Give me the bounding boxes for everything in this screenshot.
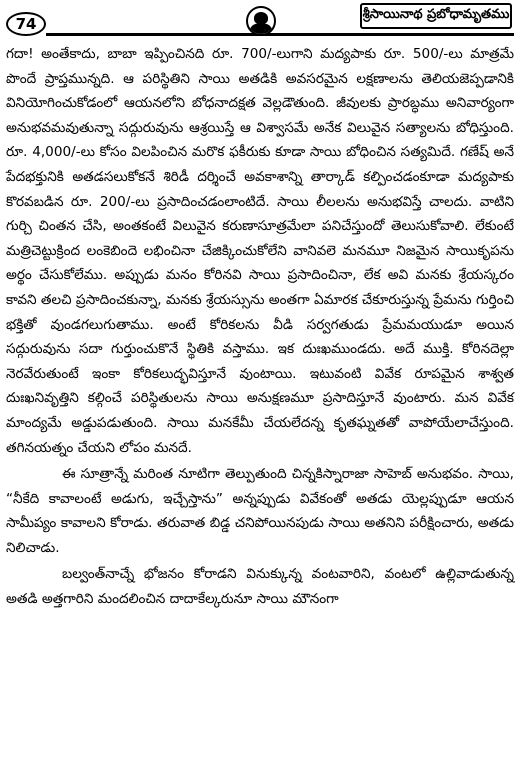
paragraph-2: ఈ సూత్రాన్నే మరింత నూటిగా తెల్పుతుంది చిన్నకిస్నారాజా సాహెబ్ అనుభవం. సాయి, “నీకేది కావాలంటే అడుగు, ఇచ్చేస్తాను” అన్నప్పుడు వివేకంతో అతడు యెల్లప్పుడూ ఆయన సామీప్యం కావాలని కోరాడు. తరువాత బిడ్డ చనిపోయినపుడు సాయి అతనిని పరీక్షించారు, అతడు నిలిచాడు. [6, 466, 514, 556]
header-rule [46, 33, 514, 36]
running-title: శ్రీసాయినాథ ప్రబోధామృతము [360, 3, 512, 29]
saint-portrait-icon [246, 6, 276, 36]
body-text [6, 42, 514, 612]
paragraph-1: గదా! అంతేకాదు, బాబా ఇప్పించినది రూ. 700/-లుగాని మద్యపాకు రూ. 500/-లు మాత్రమే పొందే ప్రాప్తమున్నది. ఆ పరిస్థితిని సాయి అతడికి అవసరమైన లక్షణాలను తెలియజెప్పడానికి వినియోగించుకోడంలో ఆయనలోని బోధనాదక్షత వెల్లడౌతుంది. జీవులకు ప్రారబ్ధము అనివార్యంగా అనుభవమవుతున్నా సద్గురువును ఆశ్రయిస్తే ఆ విశ్వాసమే అనేక విలువైన సత్యాలను బోధిస్తుంది. రూ. 4,000/-లు కోసం విలపించిన మరొక ఫకీరుకు కూడా సాయి బోధించిన సత్యమిదే. గణేష్ అనే పేదభక్తునికి అతడసలుకోకనే శిరిడీ దర్శించే అవకాశాన్ని తార్కాడ్ కల్పించడంకూడా మద్యపాకు కొరవబడిన రూ. 200/-లు ప్రసాదించడంలాంటిదే. సాయి లీలలను అనుభవిస్తే చాలదు. వాటిని గుర్చి చింతన చేసి, అంతకంటే విలువైన కరుణాసూత్రమేలా పనిచేస్తుందో తెలుసుకోవాలి. లేకుంటే మత్రిచెట్టుక్రింద లంకెబిందె లభించినా చేజిక్కించుకోలేని వానివలె మనమూ నిజమైన సాయికృపను అర్థం చేసుకోలేము. అప్పుడు మనం కోరినవి సాయి ప్రసాదించినా, లేక అవి మనకు శ్రేయస్కరం కావని తలచి ప్రసాదించకున్నా, మనకు శ్రేయస్సును అంతగా ఏమారక చేకూరుస్తున్న ప్రేమను గుర్తించి భక్తితో వుండగలుగుతాము. అంటే కోరికలను వీడి సర్వగతుడు ప్రేమమయుడూ అయిన సద్గురువును సదా గుర్తుంచుకొనే స్థితికి వస్తాము. ఇక దుఃఖముండదు. అదే ముక్తి. కోరినదెల్లా నెరవేరుతుంటే ఇంకా కోరికలుద్భవిస్తూనే వుంటాయి. ఇటువంటి వివేక రూపమైన శాశ్వత దుఃఖనివృత్తిని కల్గించే పరిస్థితులను సాయి అనుక్షణమూ ప్రసాదిస్తూనే వుంటారు. మన వివేక మాంద్యమే అడ్డుపడుతుంది. సాయి మనకేమీ చేయలేదన్న కృతఘ్నతతో వాపోయేలాచేస్తుంది. తగినయత్నం చేయని లోపం మనదే. [6, 46, 514, 456]
page-header [0, 0, 520, 40]
paragraph-3: బల్వంత్‌నాచ్నే భోజనం కోరాడని వినుక్కున్న వంటవారిని, వంటలో ఉల్లివాడుతున్న అతడి అత్తగారిని మందలించిన దాదాకేల్కరునూ సాయి మౌనంగా [6, 566, 514, 608]
page-number: 74 [6, 12, 46, 36]
